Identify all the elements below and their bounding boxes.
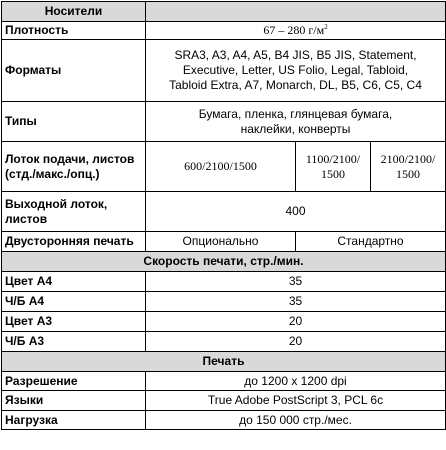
- speed-value: 35: [146, 292, 446, 312]
- output-tray-row: [2, 192, 446, 232]
- speed-value: 35: [146, 272, 446, 292]
- duplex-label: Двусторонняя печать: [2, 232, 146, 252]
- formats-value: [146, 40, 446, 102]
- types-row: [2, 102, 446, 142]
- print-label: Языки: [2, 391, 146, 411]
- speed-row: [2, 312, 446, 332]
- types-line: наклейки, конверты: [240, 121, 351, 136]
- types-value: [146, 102, 446, 142]
- speed-label: Ч/Б А3: [2, 332, 146, 352]
- duplex-value-standard: Стандартно: [296, 232, 446, 252]
- input-tray-value-2: 1100/2100/ 1500: [296, 142, 371, 192]
- input-tray-row: [2, 142, 446, 192]
- print-value: True Adobe PostScript 3, PCL 6c: [146, 391, 446, 411]
- types-label: Типы: [2, 102, 146, 142]
- density-value: 67 – 280 $г/м^2$: [146, 22, 446, 40]
- speed-label: Цвет А4: [2, 272, 146, 292]
- speed-row: [2, 292, 446, 312]
- formats-label: Форматы: [2, 40, 146, 102]
- media-section-filler: [146, 2, 446, 22]
- speed-row: [2, 272, 446, 292]
- spec-table: [1, 1, 446, 430]
- formats-row: [2, 40, 446, 102]
- speed-value: 20: [146, 332, 446, 352]
- speed-section-row: [2, 252, 446, 272]
- print-value: до 1200 x 1200 dpi: [146, 372, 446, 391]
- media-section-header: Носители: [2, 2, 146, 22]
- duplex-row: [2, 232, 446, 252]
- speed-label: Ч/Б А4: [2, 292, 146, 312]
- speed-section-header: Скорость печати, стр./мин.: [2, 252, 446, 272]
- formats-line: Executive, Letter, US Folio, Legal, Tabloid,: [182, 63, 409, 77]
- print-row: [2, 411, 446, 430]
- print-label: Разрешение: [2, 372, 146, 391]
- input-tray-value-1: 600/2100/1500: [146, 142, 296, 192]
- print-label: Нагрузка: [2, 411, 146, 430]
- formats-line: Tabloid Extra, A7, Monarch, DL, B5, C6, C5, C4: [169, 78, 422, 92]
- speed-row: [2, 332, 446, 352]
- output-tray-value: 400: [146, 192, 446, 232]
- input-tray-value-3: 2100/2100/ 1500: [371, 142, 446, 192]
- output-tray-label: Выходной лоток, листов: [2, 192, 146, 232]
- print-row: [2, 391, 446, 411]
- density-label: Плотность: [2, 22, 146, 40]
- speed-value: 20: [146, 312, 446, 332]
- density-row: [2, 22, 446, 40]
- print-row: [2, 372, 446, 391]
- density-unit-exponent: 2: [324, 23, 328, 31]
- formats-line: SRA3, A3, A4, A5, B4 JIS, B5 JIS, Statement,: [174, 48, 417, 62]
- types-line: Бумага, пленка, глянцевая бумага,: [198, 106, 393, 121]
- print-section-row: [2, 352, 446, 372]
- duplex-value-optional: Опционально: [146, 232, 296, 252]
- speed-label: Цвет А3: [2, 312, 146, 332]
- input-tray-label: Лоток подачи, листов (стд./макс./опц.): [2, 142, 146, 192]
- print-value: до 150 000 стр./мес.: [146, 411, 446, 430]
- media-section-row: [2, 2, 446, 22]
- print-section-header: Печать: [2, 352, 446, 372]
